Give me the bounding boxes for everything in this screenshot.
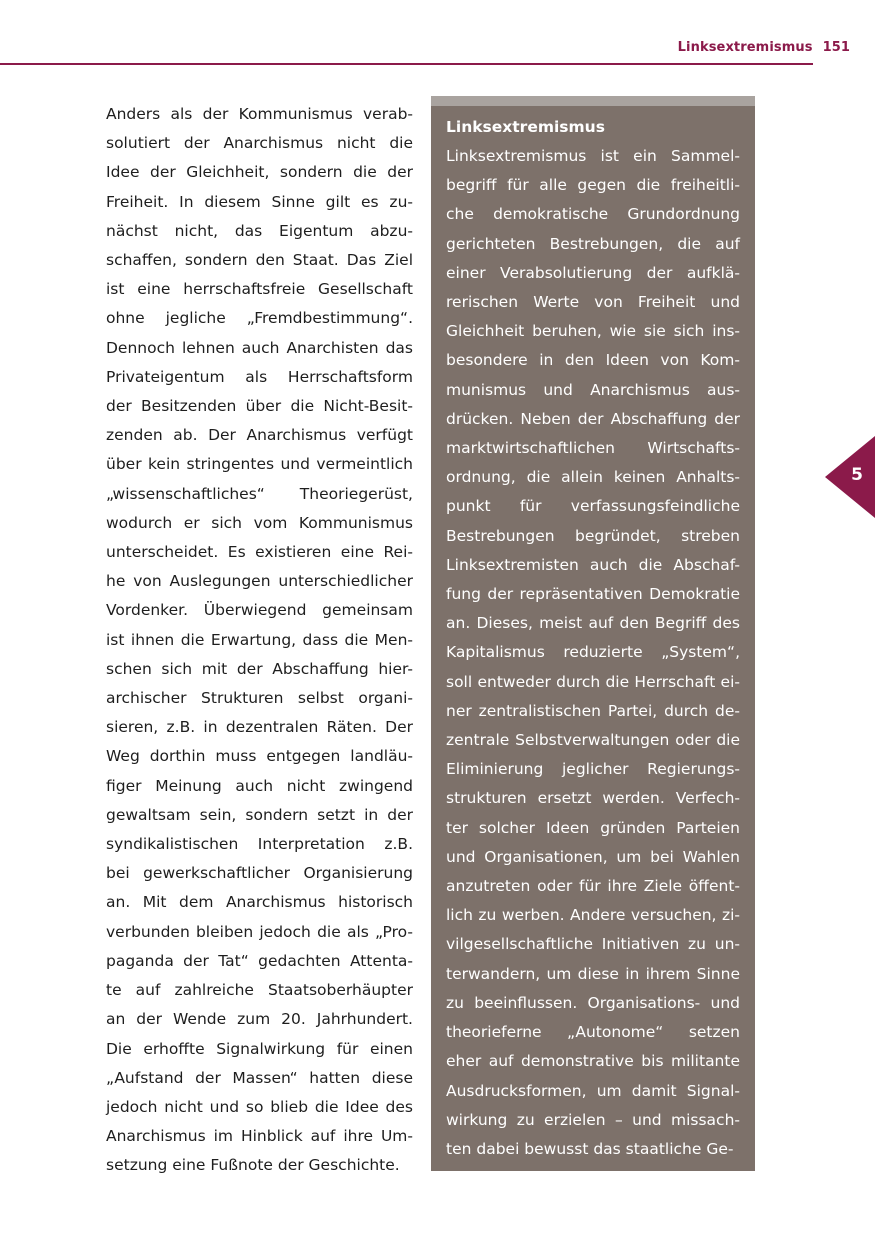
running-head (678, 40, 850, 55)
main-text-line: Dennoch lehnen auch Anarchisten das (106, 338, 413, 357)
main-text-line: setzung eine Fußnote der Geschichte. (106, 1156, 400, 1175)
main-text-line: an. Mit dem Anarchismus historisch (106, 893, 413, 912)
main-text-line: Vordenker. Überwiegend gemeinsam (106, 601, 413, 620)
definition-box-line: begriff für alle gegen die freiheitli- (446, 176, 740, 195)
definition-box-line: Ausdrucksformen, um damit Signal- (446, 1081, 740, 1100)
definition-box-line: zentrale Selbstverwaltungen oder die (446, 731, 740, 750)
definition-box-line: Eliminierung jeglicher Regierungs- (446, 760, 740, 779)
chapter-title: Linksextremismus (677, 40, 813, 55)
definition-box-line: an. Dieses, meist auf den Begriff des (446, 614, 740, 633)
definition-box-line: Linksextremisten auch die Abschaf- (446, 555, 740, 574)
definition-box-title: Linksextremismus (446, 118, 605, 136)
definition-box-line: eher auf demonstrative bis militante (446, 1052, 740, 1071)
main-text-line: Anders als der Kommunismus verab- (106, 105, 413, 123)
main-text-line: der Besitzenden über die Nicht-Besit- (106, 397, 413, 416)
main-text-line: Idee der Gleichheit, sondern die der (106, 163, 413, 182)
header-rule (0, 63, 813, 65)
main-text-line: te auf zahlreiche Staatsoberhäupter (106, 981, 413, 1000)
main-text-line: über kein stringentes und vermeintlich (106, 455, 413, 474)
definition-box-line: strukturen ersetzt werden. Verfech- (446, 789, 740, 808)
main-text-line: Die erhoffte Signalwirkung für einen (106, 1039, 413, 1058)
definition-box-line: drücken. Neben der Abschaffung der (446, 409, 740, 428)
main-text-line: he von Auslegungen unterschiedlicher (106, 572, 413, 591)
definition-box-line: theorieferne „Autonome“ setzen (446, 1023, 740, 1042)
definition-box-line: che demokratische Grundordnung (446, 205, 740, 224)
main-text-line: syndikalistischen Interpretation z.B. (106, 835, 413, 854)
main-text-line: ist eine herrschaftsfreie Gesellschaft (106, 280, 413, 299)
definition-box-line: fung der repräsentativen Demokratie (446, 585, 740, 604)
definition-box-line: soll entweder durch die Herrschaft ei- (446, 672, 740, 691)
definition-box-line: lich zu werben. Andere versuchen, zi- (446, 906, 740, 925)
main-text-line: schen sich mit der Abschaffung hier- (106, 659, 413, 678)
main-text-line: „Aufstand der Massen“ hatten diese (106, 1068, 413, 1087)
main-text-line: verbunden bleiben jedoch die als „Pro- (106, 922, 413, 941)
chapter-number: 5 (851, 465, 863, 485)
definition-box-line: besondere in den Ideen von Kom- (446, 351, 740, 370)
definition-box-line: ter solcher Ideen gründen Parteien (446, 818, 740, 837)
definition-box-line: anzutreten oder für ihre Ziele öffent- (446, 877, 740, 896)
definition-box-line: zu beeinflussen. Organisations- und (446, 993, 740, 1012)
main-text-line: unterscheidet. Es existieren eine Rei- (106, 543, 413, 562)
definition-box-line: rerischen Werte von Freiheit und (446, 293, 740, 312)
main-text-line: Privateigentum als Herrschaftsform (106, 367, 413, 386)
definition-box-line: Gleichheit beruhen, wie sie sich ins- (446, 322, 740, 341)
definition-box-line: terwandern, um diese in ihrem Sinne (446, 964, 740, 983)
definition-box-line: ten dabei bewusst das staatliche Ge- (446, 1139, 734, 1158)
definition-box-text (446, 142, 740, 1164)
main-text-line: figer Meinung auch nicht zwingend (106, 776, 413, 795)
main-text-line: sieren, z.B. in dezentralen Räten. Der (106, 718, 413, 737)
definition-box-line: Bestrebungen begründet, streben (446, 526, 740, 545)
definition-box-line: ordnung, die allein keinen Anhalts- (446, 468, 740, 487)
main-text-line: jedoch nicht und so blieb die Idee des (106, 1097, 413, 1116)
main-text-line: solutiert der Anarchismus nicht die (106, 134, 413, 153)
definition-box-line: munismus und Anarchismus aus- (446, 380, 740, 399)
main-text-line: gewaltsam sein, sondern setzt in der (106, 805, 413, 824)
definition-box-line: und Organisationen, um bei Wahlen (446, 847, 740, 866)
definition-box-line: punkt für verfassungsfeindliche (446, 497, 740, 516)
main-text-line: ohne jegliche „Fremdbestimmung“. (106, 309, 413, 328)
definition-box-line: gerichteten Bestrebungen, die auf (446, 234, 740, 253)
definition-box-line: wirkung zu erzielen – und missach- (446, 1110, 740, 1129)
main-text-line: Anarchismus im Hinblick auf ihre Um- (106, 1127, 413, 1146)
main-text-line: Freiheit. In diesem Sinne gilt es zu- (106, 192, 413, 211)
main-text-line: Weg dorthin muss entgegen landläu- (106, 747, 413, 766)
definition-box (431, 96, 755, 1171)
main-text-line: nächst nicht, das Eigentum abzu- (106, 221, 413, 240)
definition-box-line: ner zentralistischen Partei, durch de- (446, 701, 740, 720)
definition-box-line: Linksextremismus ist ein Sammel- (446, 147, 740, 165)
definition-box-line: Kapitalismus reduzierte „System“, (446, 643, 740, 662)
main-text-line: bei gewerkschaftlicher Organisierung (106, 864, 413, 883)
main-text-column (106, 100, 413, 1181)
definition-box-line: vilgesellschaftliche Initiativen zu un- (446, 935, 740, 954)
main-text-line: wodurch er sich vom Kommunismus (106, 513, 413, 532)
chapter-tab (825, 436, 875, 518)
main-text-line: schaffen, sondern den Staat. Das Ziel (106, 251, 413, 270)
definition-box-line: marktwirtschaftlichen Wirtschafts- (446, 439, 740, 458)
main-text-line: „wissenschaftliches“ Theoriegerüst, (106, 484, 413, 503)
main-text-line: zenden ab. Der Anarchismus verfügt (106, 426, 413, 445)
main-text-line: ist ihnen die Erwartung, dass die Men- (106, 630, 413, 649)
main-text-line: paganda der Tat“ gedachten Attenta- (106, 951, 413, 970)
page-number: 151 (822, 40, 850, 55)
definition-box-line: einer Verabsolutierung der aufklä- (446, 263, 740, 282)
main-text-line: an der Wende zum 20. Jahrhundert. (106, 1010, 413, 1029)
definition-box-top-bar (431, 96, 755, 106)
main-text-line: archischer Strukturen selbst organi- (106, 689, 413, 708)
